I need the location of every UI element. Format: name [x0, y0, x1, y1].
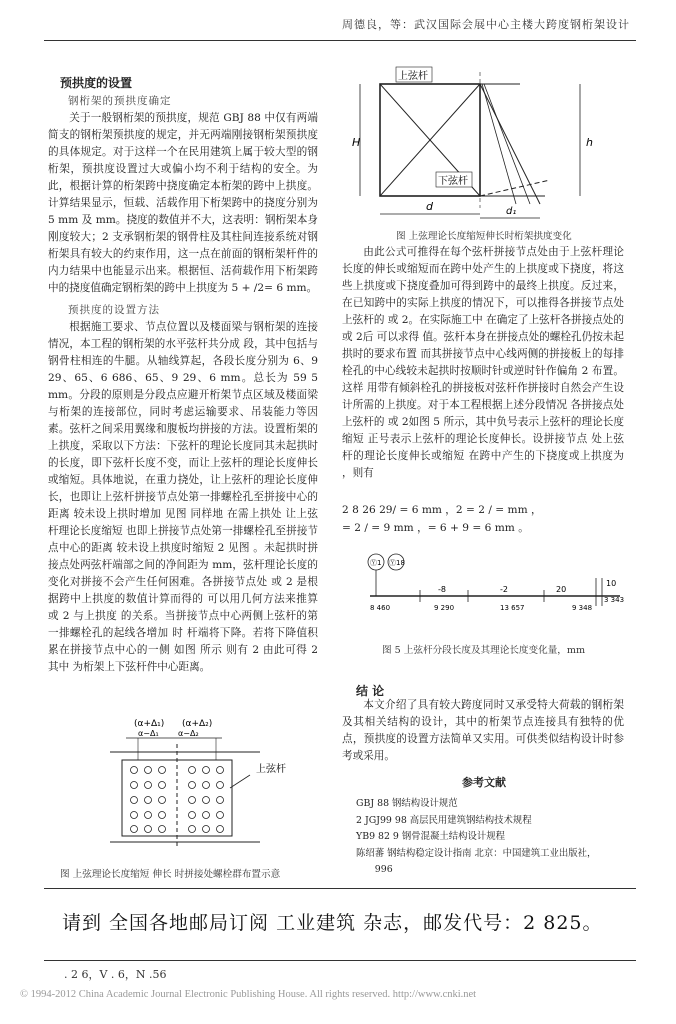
- reference-item: 陈绍蕃 钢结构稳定设计指南 北京：中国建筑工业出版社，: [356, 847, 597, 859]
- subsection-title-1: 钢桁架的预拱度确定: [68, 95, 172, 107]
- header-rule: [44, 40, 636, 41]
- paragraph-camber-1: 关于一般钢桁架的预拱度，规范 GBJ 88 中仅有两端简支的钢桁架预拱度的规定，并无两端刚接钢桁架预拱度的具体规定。对于这样一个在民用建筑上属于较大型的钢桁架，预拱度设置过大或偏小均不利于结构的安全。为此，根据计算的桁架跨中挠度确定本桁架的跨中上拱度。计算结果显示，恒载、活载作用下桁架跨中的挠度分别为 5 mm 及 mm。挠度的数值并不大，这表明：钢桁架本身刚度较大；2 支承钢桁架的钢骨柱及其柱间连接系统对钢桁架具有较大的约束作用，这一点在前面的钢桁架杆件的内力结果中也能显示出来。根据恒、活荷载作用下桁架跨中的挠度值确定钢桁架的跨中上拱度为 5 + /2= 6 mm。: [48, 112, 318, 294]
- figure5-caption: 图 5 上弦杆分段长度及其理论长度变化量，mm: [382, 645, 586, 656]
- label-H: H: [352, 136, 361, 149]
- value-10: 10: [606, 579, 617, 588]
- segment-lengths-drawing: [350, 550, 640, 620]
- figure-truss-camber: [340, 54, 640, 224]
- reference-item: GBJ 88 钢结构设计规范: [356, 798, 458, 809]
- section-title: 预拱度的设置: [60, 76, 133, 90]
- paragraph-derivation: 由此公式可推得在每个弦杆拼接节点处由于上弦杆理论长度的伸长或缩短而在跨中处产生的上拱度或下挠度，将这些上拱度或下挠度叠加可得到跨中的最终上拱度。反过来，在已知跨中的实际上拱度的情况下，可以推得各拼接节点处上弦杆的 或 2。在实际施工中 在确定了上弦杆各拼接点处的 或 2后 可以求得 值。弦杆本身在拼接点处的螺栓孔仍按未起拱时的要求布置 而其拼接节点中心线两侧的拼接板上的每排栓孔的中心线较未起拱时按顺时针或逆时针作偏角 2 布置。这样 用带有倾斜栓孔的拼接板对弦杆作拼接时自然会产生设计所需的上拱度。对于本工程根据上述分段情况 各拼接点处上弦杆的 或 2如图 5 所示，其中负号表示上弦杆的理论长度缩短 正号表示上弦杆的理论长度伸长。设拼接节点 处上弦杆的理论长度伸长或缩短 在跨中产生的下挠度或上拱度为 ，则有: [342, 246, 624, 479]
- reference-item: 2 JGJ99 98 高层民用建筑钢结构技术规程: [356, 814, 532, 826]
- conclusion-title: 结 论: [356, 684, 385, 698]
- axis-label-y18: Ⓨ18: [389, 559, 405, 567]
- conclusion-text: 本文介绍了具有较大跨度同时又承受特大荷载的钢桁架及其相关结构的设计，其中的桁架节点连接具有独特的优点，预拱度的设置方法简单又实用。可供类似结构设计时参考或采用。: [342, 699, 624, 762]
- subsection-title-2: 预拱度的设置方法: [68, 304, 160, 316]
- length-3343: 3 343: [604, 596, 625, 604]
- dim-alpha-minus-delta1: α−Δ₁: [138, 729, 159, 738]
- length-9348: 9 348: [572, 604, 593, 612]
- reference-item: 996: [374, 864, 393, 875]
- figure-left-caption: 图 上弦理论长度缩短 伸长 时拼接处螺栓群布置示意: [60, 869, 281, 880]
- running-head: 周德良，等：武汉国际会展中心主楼大跨度钢桁架设计: [342, 18, 630, 31]
- figure-segment-lengths: [350, 550, 640, 620]
- subscription-ad: 请到 全国各地邮局订阅 工业建筑 杂志，邮发代号：2 825。: [62, 912, 603, 934]
- upper-chord-label: 上弦杆: [256, 764, 286, 775]
- reference-item: YB9 82 9 钢骨混凝土结构设计规程: [356, 831, 506, 842]
- value-neg2: -2: [500, 585, 508, 594]
- label-h: h: [586, 136, 593, 149]
- copyright-notice: © 1994-2012 China Academic Journal Electronic Publishing House. All rights reserved. http://www.cnki.net: [20, 989, 477, 1000]
- paragraph-camber-method: 根据施工要求、节点位置以及楼面梁与钢桁架的连接情况，本工程的钢桁架的水平弦杆共分成 段，其中包括与钢骨柱相连的牛腿。从轴线算起，各段长度分别为 6、9 29、65、6 686、65、9 29、6 mm。总长为 59 5 mm。分段的原则是分段点应避开桁架节点区域及楼面梁与桁架的连接部位，同时考虑运输要求、吊装能力等因素。弦杆之间采用翼缘和腹板均拼接的方法。设置桁架的上拱度，采取以下方法：下弦杆的理论长度同其未起拱时的长度，即下弦杆长度不变，而让上弦杆的理论长度伸长或缩短。具体地说，在重力挠处，让上弦杆的理论长度伸长，也即让上弦杆拼接节点处第一排螺栓孔至拼接中心的距离 较未设上拱时增加 见图 同样地 在需上拱处 让上弦杆理论长度缩短 也即上拼接节点处第一排螺栓孔至拼接节点中心的距离 较未设上拱度时缩短 2 见图 。未起拱时拼接点处两弦杆端部之间的净间距为 mm，弦杆理论长度的变化对拼接不会产生任何困难。各拼接节点处 或 2 是根据跨中上拱度的数值计算而得的 可以用几何方法来推算 或 2 与上拱度 的关系。当拼接节点中心两侧上弦杆的第一排螺栓孔的起线各增加 时 杆端将下降。若将下降值积累在拼接节点中心的一侧 如图 所示 则有 2 由此可得 2 其中 为桁架上下弦杆件中心距离。: [48, 321, 318, 673]
- formula-line-1: 2 8 26 29/ = 6 mm ，2 = 2 / = mm ，: [342, 504, 542, 516]
- tag-alpha-delta2: (α+Δ₂): [182, 719, 213, 729]
- value-20: 20: [556, 585, 567, 594]
- length-8460: 8 460: [370, 604, 391, 612]
- tag-alpha-delta1: (α+Δ₁): [134, 719, 165, 729]
- reference-list: [356, 796, 636, 879]
- length-9290: 9 290: [434, 604, 455, 612]
- figure-bolt-group: [60, 708, 330, 858]
- bolt-group-drawing: [60, 708, 330, 858]
- length-13657: 13 657: [500, 604, 525, 612]
- footer-rule: [44, 960, 636, 961]
- volume-info: . 2 6，V . 6，N .56: [64, 968, 167, 981]
- axis-label-y1: Ⓨ1: [370, 559, 382, 567]
- upper-chord-label: 上弦杆: [398, 71, 428, 82]
- references-title: 参考文献: [462, 776, 506, 789]
- value-neg8: -8: [438, 585, 446, 594]
- label-d: d: [426, 200, 433, 213]
- dim-alpha-minus-delta2: α−Δ₂: [178, 729, 199, 738]
- formula-line-2: = 2 / = 9 mm ，= 6 + 9 = 6 mm 。: [342, 522, 529, 534]
- truss-camber-drawing: [340, 54, 640, 224]
- figure-top-right-caption: 图 上弦理论长度缩短伸长时桁架拱度变化: [396, 231, 572, 242]
- lower-chord-label: 下弦杆: [438, 176, 468, 187]
- bottom-rule: [44, 888, 636, 889]
- label-d1: d₁: [506, 206, 517, 217]
